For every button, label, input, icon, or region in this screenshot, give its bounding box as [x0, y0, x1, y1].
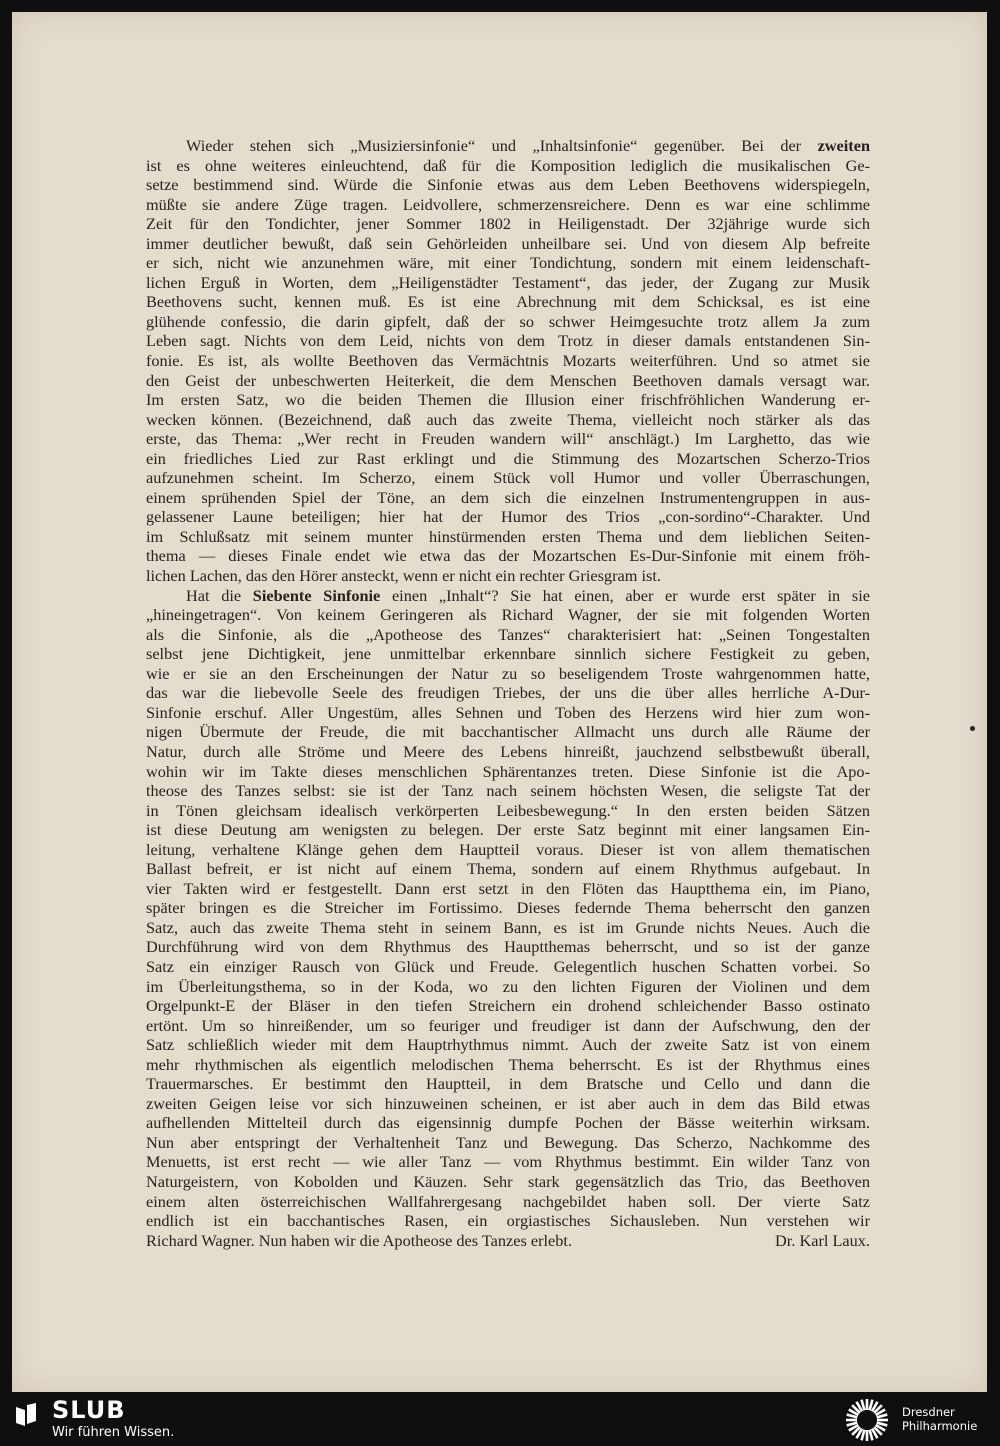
text-line: „hineingetragen“. Von keinem Geringeren als Richard Wagner, der sie mit folgenden Worten: [146, 605, 870, 625]
text-line: ein friedliches Lied zur Rast erklingt und die Stimmung des Mozartschen Scherzo-Trios: [146, 448, 870, 468]
text-line: Sinfonie erschuf. Aller Ungestüm, alles Sehnen und Toben des Herzens wird hier zum won-: [146, 702, 870, 722]
text-line: wohin wir im Takte dieses menschlichen Sphärentanzes treten. Diese Sinfonie ist die Apo-: [146, 761, 870, 781]
text-line: den Geist der unbeschwerten Heiterkeit, die dem Menschen Beethoven damals versagt war.: [146, 370, 870, 390]
text-line: nigen Übermute der Freude, die mit bacchantischer Allmacht uns durch alle Räume der: [146, 722, 870, 742]
text-line: gelassener Laune beteiligen; hier hat der Humor des Trios „con-sordino“-Charakter. Und: [146, 507, 870, 527]
partner-name-line1: Dresdner: [902, 1405, 955, 1419]
author-signature: Dr. Karl Laux.: [775, 1230, 870, 1250]
text-line: selbst jene Dichtigkeit, jene unmittelbar erkennbare sinnlich sichere Festigkeit zu geben,: [146, 644, 870, 664]
text-line: Satz ein einziger Rausch von Glück und Freude. Gelegentlich huschen Schatten vorbei. So: [146, 956, 870, 976]
text-line: fonie. Es ist, als wollte Beethoven das Vermächtnis Mozarts weiterführen. Und so atmet sie: [146, 351, 870, 371]
text-line: Leben sagt. Nichts von dem Leid, nichts von dem Trotz in dieser damals entstandenen Sin-: [146, 331, 870, 351]
library-name[interactable]: SLUB: [52, 1396, 126, 1424]
text-line: Menuetts, ist erst recht — wie aller Tanz — vom Rhythmus bestimmt. Ein wilder Tanz von: [146, 1152, 870, 1172]
text-line: wecken können. (Bezeichnend, daß auch das zweite Thema, vielleicht noch stärker als das: [146, 409, 870, 429]
text-line: Naturgeistern, von Kobolden und Käuzen. Sehr stark gegensätzlich das Trio, das Beethoven: [146, 1171, 870, 1191]
text-line: Ballast befreit, er ist nicht auf einem Thema, sondern auf einem Rhythmus aufgebaut. In: [146, 859, 870, 879]
text-line: Beethovens sucht, kennen muß. Es ist eine Abrechnung mit dem Schicksal, es ist eine: [146, 292, 870, 312]
text-line: endlich ist ein bacchantisches Rasen, ein orgiastisches Sichausleben. Nun verstehen wir: [146, 1211, 870, 1231]
text-line: Wieder stehen sich „Musiziersinfonie“ und „Inhaltsinfonie“ gegenüber. Bei der zweiten: [186, 136, 870, 155]
text-line: glühende confessio, die darin gipfelt, daß der so schwer Heimgesuchte trotz allem Ja zum: [146, 311, 870, 331]
text-line: Satz, auch das zweite Thema steht in seinem Bann, es ist im Grunde nichts Neues. Auch die: [146, 917, 870, 937]
text-line: mehr rhythmischen als eigentlich melodischen Thema beherrscht. Es ist der Rhythmus eines: [146, 1054, 870, 1074]
document-page: [12, 12, 987, 1392]
text-line: Satz schließlich wieder mit dem Hauptrhythmus nimmt. Auch der zweite Satz ist von einem: [146, 1035, 870, 1055]
text-line: Orgelpunkt-E der Bläser in den tiefen Streichern ein drohend schleichender Basso ostinato: [146, 996, 870, 1016]
closing-row: [146, 1231, 870, 1251]
text-line: Zeit für den Tondichter, jener Sommer 1802 in Heiligenstadt. Der 32jährige wurde sich: [146, 214, 870, 234]
text-line: einem alten österreichischen Wallfahrergesang nachgebildet haben soll. Der vierte Satz: [146, 1191, 870, 1211]
text-line: Im ersten Satz, wo die beiden Themen die Illusion einer frischfröhlichen Wanderung er-: [146, 390, 870, 410]
emphasis: zweiten: [817, 136, 870, 155]
text-line: in Tönen gleichsam idealisch verkörperten Leibesbewegung.“ In den ersten beiden Sätzen: [146, 800, 870, 820]
article-text: [146, 136, 870, 1250]
text-line: später bringen es die Streicher im Fortissimo. Dieses federnde Thema beherrscht den ganzen: [146, 898, 870, 918]
partner-name-line2: Philharmonie: [902, 1419, 978, 1433]
text-line: setze bestimmend sind. Würde die Sinfonie etwas aus dem Leben Beethovens widerspiegeln,: [146, 175, 870, 195]
text-line: im Schlußsatz mit seinem munter hinstürmenden ersten Thema und dem lieblichen Seiten-: [146, 526, 870, 546]
text-line: theose des Tanzes selbst: sie ist der Tanz nach seinem höchsten Wesen, die seligste Tat der: [146, 781, 870, 801]
text-line: im Überleitungsthema, so in der Koda, wo zu den lichten Figuren der Violinen und dem: [146, 976, 870, 996]
text-line: leitung, verhaltene Klänge gehen dem Hauptteil voraus. Dieser ist von allem thematischen: [146, 839, 870, 859]
text-line: als die Sinfonie, als die „Apotheose des Tanzes“ charakterisiert hat: „Seinen Tongestalten: [146, 624, 870, 644]
text-line: ertönt. Um so hinreißender, um so feuriger und freudiger ist dann der Aufschwung, den der: [146, 1015, 870, 1035]
text-line: thema — dieses Finale endet wie etwa das der Mozartschen Es-Dur-Sinfonie mit einem fröh-: [146, 546, 870, 566]
text-line: vier Takten wird er festgestellt. Dann erst setzt in den Flöten das Hauptthema ein, im Piano,: [146, 878, 870, 898]
text-line: wie er sie an den Erscheinungen der Natur zu so beseligendem Troste wahrgenommen hatte,: [146, 663, 870, 683]
closing-line: Richard Wagner. Nun haben wir die Apotheose des Tanzes erlebt.: [146, 1230, 573, 1250]
text-line: er sich, nicht wie anzunehmen wäre, mit einer Tondichtung, sondern mit einem leidenschaft-: [146, 253, 870, 273]
text-line: lichen Erguß in Worten, dem „Heiligenstädter Testament“, das jeder, der Zugang zur Musik: [146, 272, 870, 292]
text-line: aufzunehmen scheint. Im Scherzo, einem Stück voll Humor und voller Überraschungen,: [146, 468, 870, 488]
paper-speck: [970, 726, 975, 731]
text-line: Hat die Siebente Sinfonie einen „Inhalt“? Sie hat einen, aber er wurde erst später in sie: [186, 585, 870, 605]
emphasis: Siebente Sinfonie: [252, 585, 381, 605]
text-line: zweiten Geigen leise vor sich hinzuweinen scheinen, er ist aber auch in dem das Bild etwas: [146, 1093, 870, 1113]
text-line: einem sprühenden Spiel der Töne, an dem sich die einzelnen Instrumentengruppen in aus-: [146, 487, 870, 507]
text-line: Nun aber entspringt der Verhaltenheit Tanz und Bewegung. Das Scherzo, Nachkomme des: [146, 1132, 870, 1152]
partner-name[interactable]: [902, 1405, 977, 1433]
library-tagline: Wir führen Wissen.: [52, 1425, 175, 1440]
text-line: immer deutlicher bewußt, daß sein Gehörleiden unheilbare sei. Und von diesem Alp befreite: [146, 233, 870, 253]
text-line: ist diese Deutung am wenigsten zu belegen. Der erste Satz beginnt mit einer langsamen Ein-: [146, 820, 870, 840]
text-line: lichen Lachen, das den Hörer ansteckt, wenn er nicht ein rechter Griesgram ist.: [146, 566, 661, 586]
footer-bar: [0, 1394, 1000, 1446]
text-line: Durchführung wird von dem Rhythmus des Hauptthemas beherrscht, und so ist der ganze: [146, 937, 870, 957]
text-line: müßte sie andere Züge tragen. Leidvollere, schmerzensreichere. Denn es war eine schlimme: [146, 194, 870, 214]
text-line: aufhellenden Mittelteil durch das eigensinnig dumpfe Pochen der Bässe weiterhin wirksam.: [146, 1113, 870, 1133]
text-line: das war die liebevolle Seele des freudigen Triebes, der uns die über alles herrliche A-Dur-: [146, 683, 870, 703]
book-icon: [13, 1402, 39, 1428]
text-line: ist es ohne weiteres einleuchtend, daß für die Komposition lediglich die musikalischen Ge-: [146, 155, 870, 175]
sunburst-logo-icon[interactable]: [841, 1398, 893, 1442]
text-line: erste, das Thema: „Wer recht in Freuden wandern will“ anschlägt.) Im Larghetto, das wie: [146, 429, 870, 449]
text-line: Trauermarsches. Er bestimmt den Hauptteil, in dem Bratsche und Cello und dann die: [146, 1074, 870, 1094]
text-line: Natur, durch alle Ströme und Meere des Lebens hinreißt, jauchzend selbstbewußt überall,: [146, 741, 870, 761]
